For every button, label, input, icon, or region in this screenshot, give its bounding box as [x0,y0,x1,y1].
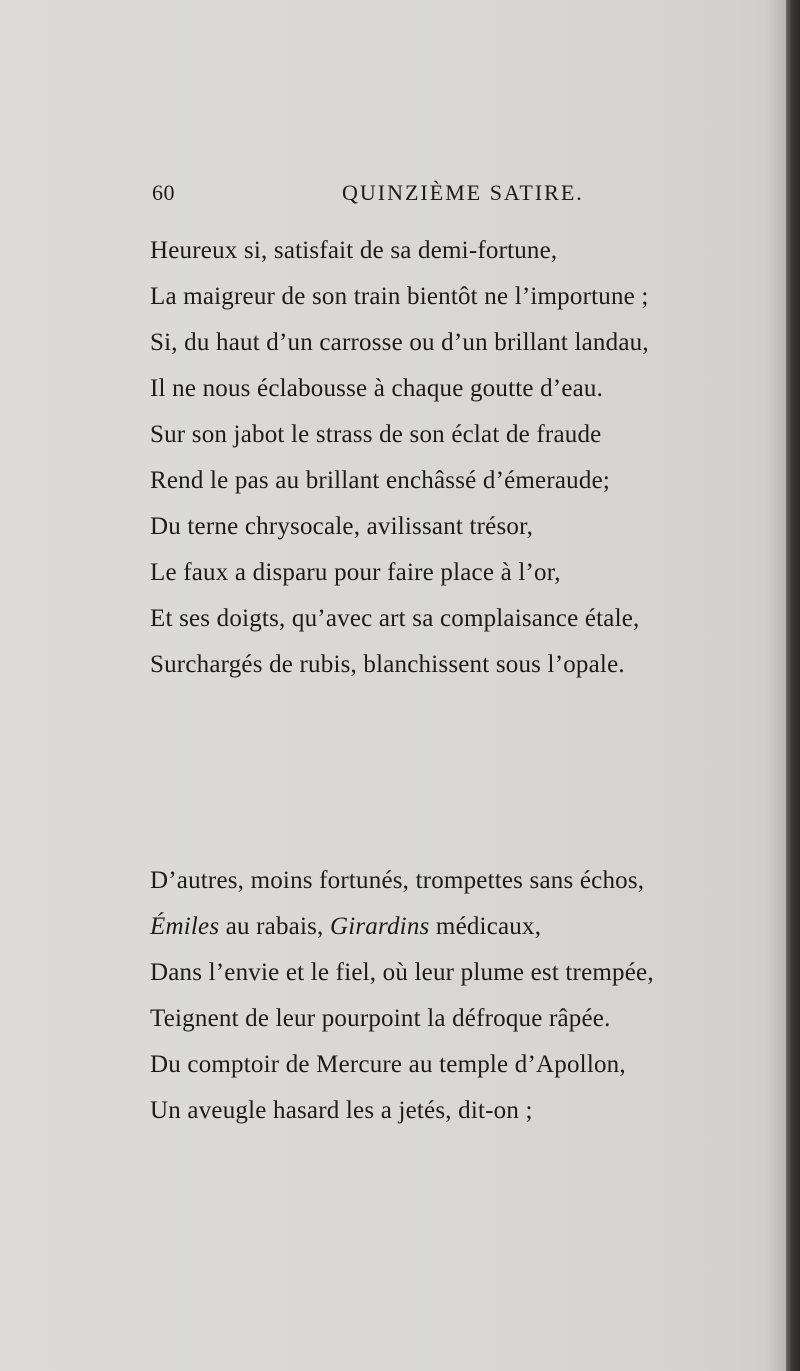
verse-line: Le faux a disparu pour faire place à l’or, [150,559,561,586]
verse-text-segment: au rabais, [219,913,330,940]
verse-line: Si, du haut d’un carrosse ou d’un brillant landau, [150,329,649,356]
stanza-2 [150,858,654,1134]
verse-line: Et ses doigts, qu’avec art sa complaisance étale, [150,605,640,632]
verse-line: La maigreur de son train bientôt ne l’importune ; [150,283,649,310]
page-edge-shadow [768,0,786,1371]
verse-line: Teignent de leur pourpoint la défroque râpée. [150,1005,611,1032]
verse-line: Surchargés de rubis, blanchissent sous l’opale. [150,651,625,678]
verse-line: Un aveugle hasard les a jetés, dit-on ; [150,1097,533,1124]
page-header [152,180,622,212]
italic-name-girardins: Girardins [329,913,430,940]
verse-text-segment: médicaux, [429,913,542,940]
verse-line: Sur son jabot le strass de son éclat de fraude [150,421,602,448]
book-binding-edge [786,0,800,1371]
verse-line: Rend le pas au brillant enchâssé d’émeraude; [150,467,611,494]
verse-line: Du terne chrysocale, avilissant trésor, [150,513,534,540]
verse-line: Dans l’envie et le fiel, où leur plume est trempée, [150,959,654,986]
verse-line: Il ne nous éclabousse à chaque goutte d’eau. [150,375,604,402]
verse-line-with-italics [150,904,654,950]
verse-line: D’autres, moins fortunés, trompettes sans échos, [150,867,645,894]
verse-line: Heureux si, satisfait de sa demi-fortune, [150,237,558,264]
stanza-1 [150,228,649,688]
page-number: 60 [152,180,175,205]
running-title: QUINZIÈME SATIRE. [342,180,584,205]
italic-name-emiles: Émiles [150,913,220,940]
verse-line: Du comptoir de Mercure au temple d’Apollon, [150,1051,626,1078]
